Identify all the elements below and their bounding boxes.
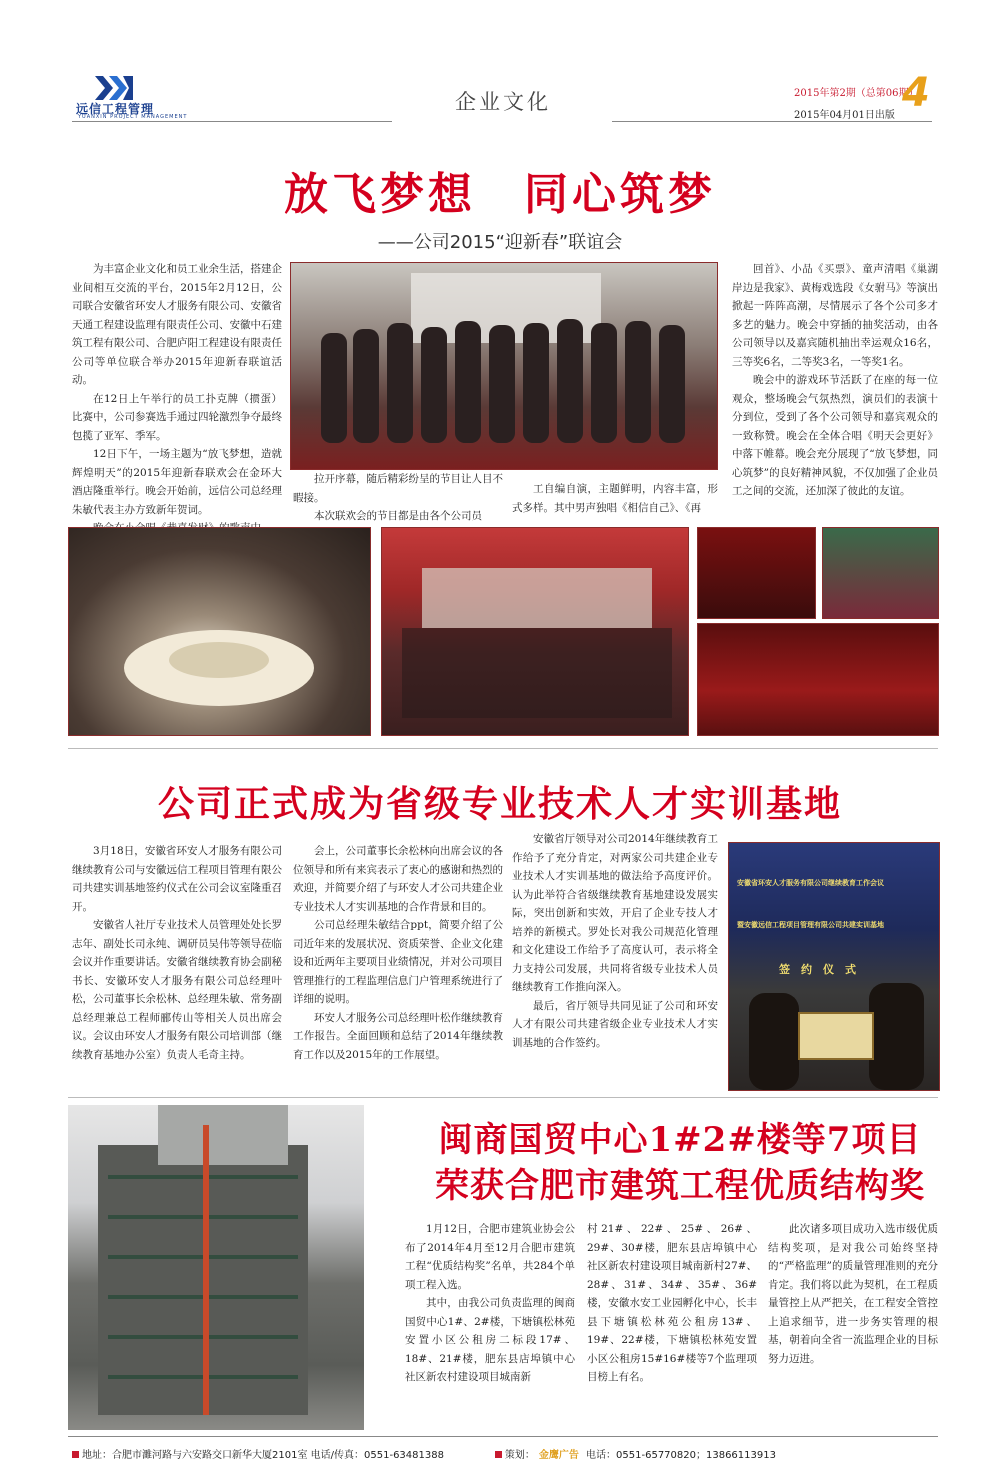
paragraph: 最后，省厅领导共同见证了公司和环安人才有限公司共建省级企业专业技术人才实训基地的合作签约。 [512,999,718,1049]
planner-phone-label: 电话： [586,1450,617,1461]
footer [72,1446,942,1461]
planner-logo: 金鹰广告 [538,1450,579,1461]
banner-text-2: 暨安徽远信工程项目管理有限公司共建实训基地 [737,921,884,929]
banner-text-3: 签 约 仪 式 [779,963,856,976]
paragraph: 晚会中的游戏环节活跃了在座的每一位观众，整场晚会气氛热烈，演员们的表演十分到位，受到了各个公司领导和嘉宾观众的一致称赞。晚会在全体合唱《明天会更好》中落下帷幕。晚会充分展现了“放飞梦想，同心筑梦”的良好精神风貌，不仅加强了企业员工之间的交流，还加深了彼此的友谊。 [732,374,938,497]
section-divider [68,1097,938,1098]
article2-column-3 [512,830,718,1052]
logo-text: 远信工程管理 [76,102,155,116]
phone: 0551-63481388 [364,1450,444,1461]
address: 合肥市濉河路与六安路交口新华大厦2101室 [112,1450,308,1461]
article1-subtitle: ——公司2015“迎新春”联谊会 [377,232,623,253]
issue-number: 2015年第2期（总第06期） [794,88,919,99]
paragraph: 其中，由我公司负责监理的闽商国贸中心1#、2#楼，下塘镇松林苑安置小区公租房二标段17#、18#、21#楼，肥东县店埠镇中心社区新农村建设项目城南新 [405,1297,575,1383]
phone-label: 电话/传真： [310,1450,365,1461]
stage-group-photo [381,527,689,736]
article2-column-2 [293,842,503,1064]
paragraph: 会上，公司董事长余松林向出席会议的各位领导和所有来宾表示了衷心的感谢和热烈的欢迎，并简要介绍了与环安人才公司共建企业专业技术人才实训基地的合作背景和目的。 [293,845,503,913]
banner-text-1: 安徽省环安人才服务有限公司继续教育工作会议 [737,879,884,887]
banquet-photo [68,527,371,736]
page-number: 4 [902,70,930,116]
paragraph: 3月18日，安徽省环安人才服务有限公司继续教育公司与安徽远信工程项目管理有限公司共建实训基地签约仪式在公司会议室隆重召开。 [72,845,282,913]
company-logo-icon [95,76,133,100]
article1-column-1 [72,260,282,538]
paragraph: 村21#、22#、25#、26#、29#、30#楼，肥东县店埠镇中心社区新农村建设项目城南新村27#、28#、31#、34#、35#、36#楼，安徽水安工业园孵化中心，长丰县下塘镇松林苑公租房13#、19#、22#楼，下塘镇松林苑安置小区公租房15#16#楼等7个监理项目榜上有名。 [587,1223,757,1383]
signing-ceremony-photo [728,842,940,1091]
paragraph: 工自编自演，主题鲜明，内容丰富，形式多样。其中男声独唱《相信自己》、《再 [512,483,718,514]
header-rule-left [72,121,392,122]
paragraph: 公司总经理朱敏结合ppt，简要介绍了公司近年来的发展状况、资质荣誉、企业文化建设和近两年主要项目业绩情况，并对公司项目管理推行的工程监理信息门户管理系统进行了详细的说明。 [293,919,503,1005]
article1-column-3 [512,480,718,517]
publish-date: 2015年04月01日出版 [794,110,895,121]
article2-title: 公司正式成为省级专业技术人才实训基地 [157,783,842,825]
paragraph: 回首》、小品《买票》、童声清唱《巢湖岸边是我家》、黄梅戏选段《女驸马》等演出掀起一阵阵高潮，尽情展示了各个公司多才多艺的魅力。晚会中穿插的抽奖活动，由各公司领导以及嘉宾随机抽出幸运观众16名，三等奖6名，二等奖3名，一等奖1名。 [732,263,938,368]
group-photo [290,262,718,470]
header-rule-right [612,121,932,122]
address-label: 地址： [82,1450,112,1461]
article1-title: 放飞梦想 同心筑梦 [284,169,716,220]
paragraph: 安徽省人社厅专业技术人员管理处处长罗志年、副处长司永纯、调研员吴伟等领导莅临会议并作重要讲话。安徽省继续教育协会副秘书长、安徽环安人才服务有限公司总经理叶松，公司董事长余松林、总经理朱敏、常务副总经理兼总工程师郦传山等相关人员出席会议。会议由环安人才服务有限公司培训部（继续教育基地办公室）负责人毛奇主持。 [72,919,282,1061]
article2-column-1 [72,842,282,1064]
paragraph: 在12日上午举行的员工扑克牌（掼蛋）比赛中，公司参赛选手通过四轮激烈争夺最终包揽了亚军、季军。 [72,392,282,442]
paragraph: 环安人才服务公司总经理叶松作继续教育工作报告。全面回顾和总结了2014年继续教育工作以及2015年的工作展望。 [293,1011,503,1061]
footer-rule [68,1436,938,1437]
bullet-icon [72,1451,79,1458]
bullet-icon [495,1451,502,1458]
paragraph: 1月12日，合肥市建筑业协会公布了2014年4月至12月合肥市建筑工程“优质结构奖”名单，共284个单项工程入选。 [405,1223,575,1291]
article1-column-4 [732,260,938,501]
children-performance-photo [697,623,939,736]
singer-photo-2 [822,527,939,619]
paragraph: 此次诸多项目成功入选市级优质结构奖项，是对我公司始终坚持的“严格监理”的质量管理准则的充分肯定。我们将以此为契机，在工程质量管控上从严把关，在工程安全管控上追求细节，进一步务实管理的根基，朝着向全省一流监理企业的目标努力迈进。 [768,1223,938,1365]
article3-title-line-1: 闽商国贸中心1#2#楼等7项目 [438,1120,922,1160]
building-photo [68,1105,364,1430]
logo-english-text: YUANXIN PROJECT MANAGEMENT [78,114,188,120]
paragraph: 本次联欢会的节目都是由各个公司员 [314,510,482,522]
planner-phone: 0551-65770820；13866113913 [616,1450,776,1461]
paragraph: 安徽省厅领导对公司2014年继续教育工作给予了充分肯定，对两家公司共建企业专业技术人才实训基地的做法给予高度评价。认为此举符合省级继续教育基地建设发展实际，突出创新和实效，开启了企业专技人才培养的新模式。罗处长对我公司规范化管理和文化建设工作给予了高度认可，表示将全力支持公司发展，共同将省级专业技术人员继续教育工作推向深入。 [512,833,718,993]
paragraph: 12日下午，一场主题为“放飞梦想，造就辉煌明天”的2015年迎新春联欢会在金环大酒店隆重举行。晚会开始前，远信公司总经理朱敏代表主办方致新年贺词。 [72,448,282,516]
singer-photo-1 [697,527,816,619]
article3-column-1 [405,1220,575,1387]
section-title: 企业文化 [455,90,551,114]
article3-title-line-2: 荣获合肥市建筑工程优质结构奖 [435,1166,925,1206]
article1-column-2 [293,470,503,526]
section-divider [68,748,938,749]
paragraph: 拉开序幕，随后精彩纷呈的节目让人目不暇接。 [293,473,503,504]
article3-column-2 [587,1220,757,1387]
paragraph: 为丰富企业文化和员工业余生活，搭建企业间相互交流的平台，2015年2月12日，公司联合安徽省环安人才服务有限公司、安徽省天通工程建设监理有限责任公司、安徽中石建筑工程有限公司、合肥庐阳工程建设有限责任公司等单位联合举办2015年迎新春联谊活动。 [72,263,282,386]
planner-label: 策划： [504,1450,535,1461]
article3-column-3 [768,1220,938,1368]
